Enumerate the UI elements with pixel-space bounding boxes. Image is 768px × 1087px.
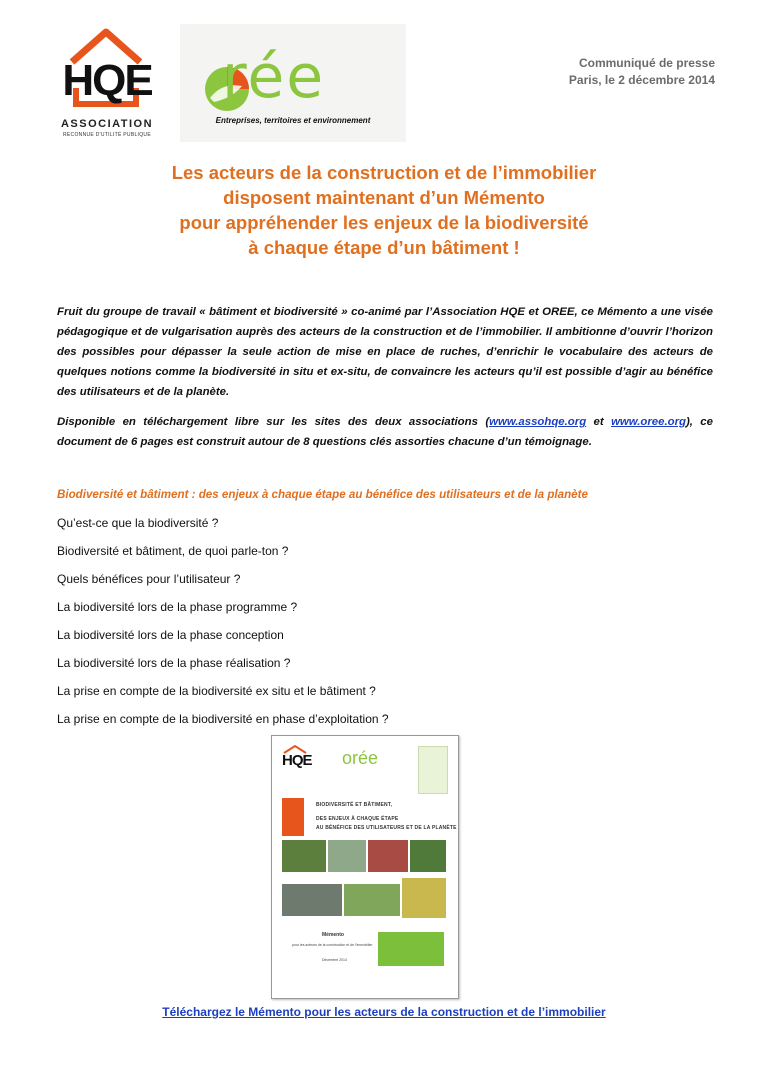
para2-text-mid: et bbox=[586, 416, 612, 428]
question-item: Qu’est-ce que la biodiversité ? bbox=[57, 516, 219, 530]
title-line-1: Les acteurs de la construction et de l’immobilier bbox=[171, 162, 597, 183]
title-line-2: disposent maintenant d’un Mémento bbox=[223, 187, 545, 208]
question-item: La prise en compte de la biodiversité ex situ et le bâtiment ? bbox=[57, 684, 376, 698]
title-line-3: pour appréhender les enjeux de la biodiversité bbox=[179, 212, 589, 233]
para2-text-after: ), ce document de 6 pages est construit autour de 8 questions clés assorties chacune d’un témoignage. bbox=[57, 416, 713, 448]
question-item: La biodiversité lors de la phase programme ? bbox=[57, 600, 298, 614]
cover-photo-person bbox=[328, 840, 366, 872]
cover-hqe-logo: HQE bbox=[282, 752, 312, 769]
hqe-association-logo bbox=[52, 26, 162, 138]
press-label: Communiqué de presse bbox=[578, 56, 715, 70]
cover-photo-city bbox=[282, 884, 342, 916]
title-line-4: à chaque étape d’un bâtiment ! bbox=[248, 237, 520, 258]
cover-title-line-1: BIODIVERSITÉ ET BÂTIMENT, bbox=[316, 802, 393, 808]
cover-photo-garden bbox=[410, 840, 446, 872]
cover-oree-logo: orée bbox=[342, 748, 379, 768]
cover-photo-bird bbox=[402, 878, 446, 918]
cover-title-line-2: DES ENJEUX À CHAQUE ÉTAPE bbox=[316, 816, 399, 822]
cover-memento-label: Mémento bbox=[322, 932, 344, 938]
cover-photo-frog bbox=[368, 840, 408, 872]
question-item: La biodiversité lors de la phase conception bbox=[57, 628, 284, 642]
para2-text-before: Disponible en téléchargement libre sur les sites des deux associations ( bbox=[57, 416, 490, 428]
assohqe-link[interactable]: www.assohqe.org bbox=[489, 416, 587, 428]
press-header bbox=[569, 55, 715, 89]
question-item: Quels bénéfices pour l’utilisateur ? bbox=[57, 572, 241, 586]
oree-link[interactable]: www.oree.org bbox=[611, 416, 686, 428]
cover-date: Décembre 2014 bbox=[322, 958, 347, 962]
oree-logo-text: rée bbox=[222, 42, 326, 112]
question-item: La prise en compte de la biodiversité en phase d’exploitation ? bbox=[57, 712, 389, 726]
cover-memento-subtitle: pour les acteurs de la construction et de l’immobilier bbox=[292, 943, 373, 947]
cover-orange-block bbox=[282, 798, 304, 836]
cover-title-line-3: AU BÉNÉFICE DES UTILISATEURS ET DE LA PLANÈTE bbox=[316, 825, 457, 831]
question-item: Biodiversité et bâtiment, de quoi parle-ton ? bbox=[57, 544, 289, 558]
hqe-subtitle: RECONNUE D'UTILITÉ PUBLIQUE bbox=[63, 132, 151, 138]
cover-badge bbox=[418, 746, 448, 794]
oree-tagline: Entreprises, territoires et environnement bbox=[215, 116, 371, 125]
download-link-container bbox=[0, 1005, 768, 1019]
cover-photo-forest bbox=[282, 840, 326, 872]
question-item: La biodiversité lors de la phase réalisation ? bbox=[57, 656, 291, 670]
hqe-association-label: ASSOCIATION bbox=[60, 118, 154, 130]
page-title bbox=[60, 160, 708, 260]
memento-cover-image[interactable] bbox=[271, 735, 459, 999]
intro-paragraph: Fruit du groupe de travail « bâtiment et biodiversité » co-animé par l’Association HQE et OREE, ce Mémento a une visée pédagogique et de vulgarisation auprès des acteurs de la construction et de l’immobilier. Il ambitionne d’ouvrir l’horizon des possibles pour dépasser la seule action de mise en place de ruches, d’enrichir le vocabulaire des acteurs de quelques notions comme la biodiversité in situ et ex-situ, de convaincre les acteurs qu’il est possible d’agir au bénéfice des utilisateurs et de la planète. bbox=[57, 306, 713, 398]
cover-green-block bbox=[378, 932, 444, 966]
section-heading: Biodiversité et bâtiment : des enjeux à chaque étape au bénéfice des utilisateurs et de la planète bbox=[57, 488, 588, 501]
availability-paragraph bbox=[57, 412, 713, 452]
cover-photo-meadow bbox=[344, 884, 400, 916]
oree-logo bbox=[180, 24, 406, 142]
place-date: Paris, le 2 décembre 2014 bbox=[568, 73, 715, 87]
hqe-logo-text: HQE bbox=[62, 56, 152, 105]
download-memento-link[interactable]: Téléchargez le Mémento pour les acteurs de la construction et de l’immobilier bbox=[162, 1005, 606, 1019]
